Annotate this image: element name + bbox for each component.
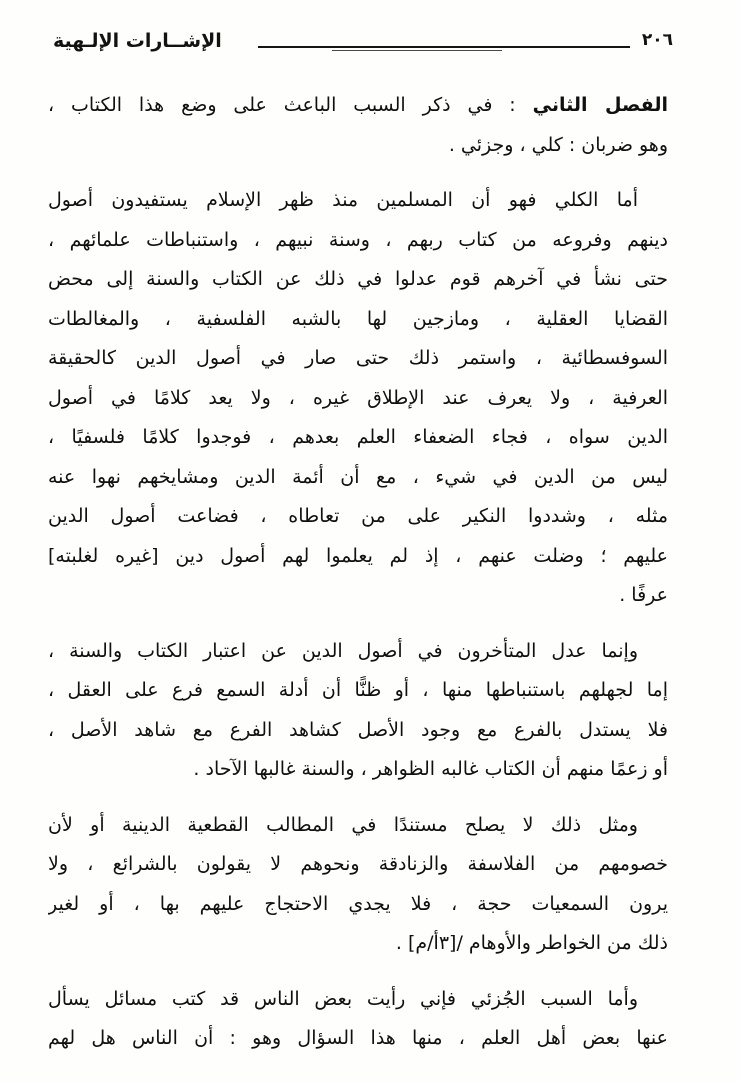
- page-header: [0, 0, 740, 80]
- text-line: ليس من الدين في شيء ، مع أن أئمة الدين ومشايخهم نهوا عنه: [48, 465, 668, 488]
- text-line: إما لجهلهم باستنباطها منها ، أو ظنًّا أن أدلة السمع فرع على العقل ،: [48, 679, 668, 701]
- text-line: العرفية ، ولا يعرف عند الإطلاق غيره ، ولا يعد كلامًا في أصول: [48, 386, 668, 409]
- text-line: عرفًا .: [619, 584, 668, 606]
- text-line: ومثل ذلك لا يصلح مستندًا في المطالب القطعية الدينية أو لأن: [48, 813, 638, 836]
- text-line: عنها بعض أهل العلم ، منها هذا السؤال وهو : أن الناس هل لهم: [48, 1027, 668, 1049]
- paragraph-3: [48, 632, 668, 790]
- text-line: دينهم وفروعه من كتاب ربهم ، وسنة نبيهم ، واستنباطات علمائهم ،: [48, 228, 668, 251]
- text-line: ذلك من الخواطر والأوهام /[٣أ/م] .: [395, 932, 668, 954]
- paragraph-1: [48, 86, 668, 165]
- text-line: حتى نشأ في آخرهم قوم عدلوا في ذلك عن الكتاب والسنة إلى محض: [48, 268, 668, 290]
- paragraph-2: [48, 181, 668, 616]
- page-number: ٢٠٦: [641, 30, 673, 50]
- text-line: يرون السمعيات حجة ، فلا يجدي الاحتجاج عليهم بها ، أو لغير: [48, 892, 668, 915]
- text-line: أو زعمًا منهم أن الكتاب غالبه الظواهر ، والسنة غالبها الآحاد .: [193, 758, 668, 780]
- text-line: السوفسطائية ، واستمر ذلك حتى صار في أصول الدين كالحقيقة: [48, 347, 668, 369]
- text-line: القضايا العقلية ، ومازجين لها بالشبه الفلسفية ، والمغالطات: [48, 307, 668, 330]
- paragraph-5: [48, 980, 668, 1059]
- text-line: وإنما عدل المتأخرون في أصول الدين عن اعتبار الكتاب والسنة ،: [48, 639, 638, 662]
- text-line: وهو ضربان : كلي ، وجزئي .: [448, 133, 668, 156]
- text-line: مثله ، وشددوا النكير على من تعاطاه ، فضاعت أصول الدين: [48, 505, 668, 527]
- text-line: [48, 86, 668, 126]
- paragraph-4: [48, 806, 668, 964]
- header-rule: [258, 46, 630, 48]
- book-title: الإشــارات الإلـهية: [53, 30, 222, 52]
- text-line: خصومهم من الفلاسفة والزنادقة ونحوهم لا يقولون بالشرائع ، ولا: [48, 853, 668, 875]
- chapter-heading: الفصل الثاني: [532, 94, 668, 116]
- text-line: أما الكلي فهو أن المسلمين منذ ظهر الإسلام يستفيدون أصول: [48, 189, 638, 211]
- text-line: فلا يستدل بالفرع مع وجود الأصل كشاهد الفرع مع شاهد الأصل ،: [48, 718, 668, 741]
- text-line: عليهم ؛ وضلت عنهم ، إذ لم يعلموا لهم أصول دين [غيره لغلبته]: [48, 544, 668, 567]
- text-segment: : في ذكر السبب الباعث على وضع هذا الكتاب ،: [48, 94, 533, 116]
- header-rule-shadow: [332, 50, 502, 51]
- text-line: وأما السبب الجُزئي فإني رأيت بعض الناس قد كتب مسائل يسأل: [48, 987, 638, 1010]
- text-line: الدين سواه ، فجاء الضعفاء العلم بعدهم ، فوجدوا كلامًا فلسفيًا ،: [48, 426, 668, 448]
- body-text: [48, 86, 668, 1075]
